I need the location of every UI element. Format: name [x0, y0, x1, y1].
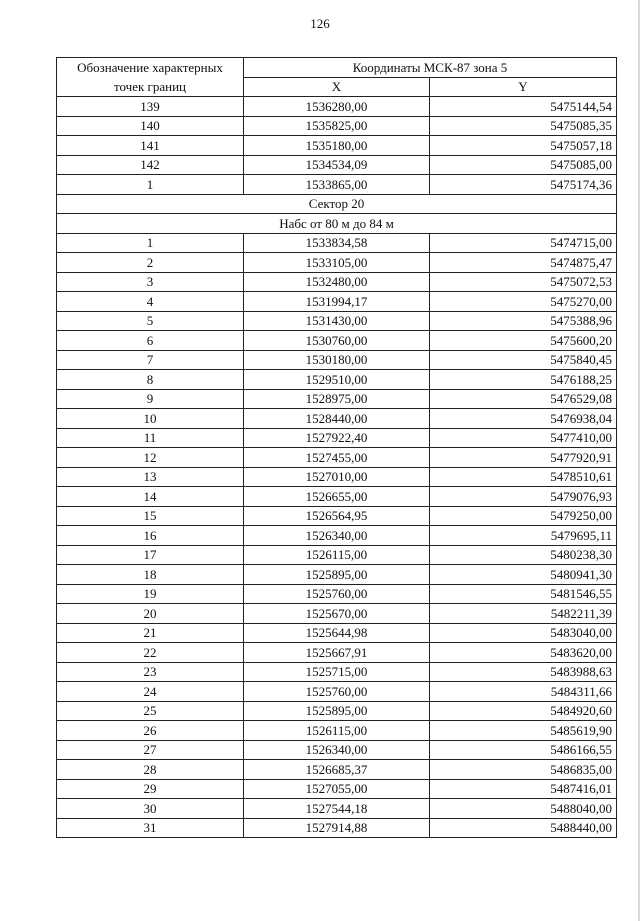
point-label: 142	[57, 155, 244, 175]
table-row	[57, 584, 617, 604]
y-coordinate: 5474875,47	[430, 253, 617, 273]
table-row	[57, 428, 617, 448]
header-row	[57, 58, 617, 78]
point-label: 21	[57, 623, 244, 643]
table-row	[57, 662, 617, 682]
y-coordinate: 5475600,20	[430, 331, 617, 351]
point-label: 18	[57, 565, 244, 585]
point-label: 7	[57, 350, 244, 370]
point-label: 3	[57, 272, 244, 292]
x-coordinate: 1525895,00	[244, 701, 430, 721]
y-coordinate: 5475057,18	[430, 136, 617, 156]
point-label: 26	[57, 721, 244, 741]
x-coordinate: 1525670,00	[244, 604, 430, 624]
point-label: 9	[57, 389, 244, 409]
point-label: 23	[57, 662, 244, 682]
table-row	[57, 272, 617, 292]
sector-title: Сектор 20	[57, 194, 617, 214]
x-coordinate: 1535825,00	[244, 116, 430, 136]
y-coordinate: 5479076,93	[430, 487, 617, 507]
x-coordinate: 1525895,00	[244, 565, 430, 585]
point-label: 15	[57, 506, 244, 526]
point-label: 16	[57, 526, 244, 546]
y-coordinate: 5475085,00	[430, 155, 617, 175]
y-coordinate: 5475085,35	[430, 116, 617, 136]
point-designation-header	[57, 58, 244, 97]
x-coordinate: 1534534,09	[244, 155, 430, 175]
table-row	[57, 448, 617, 468]
y-coordinate: 5481546,55	[430, 584, 617, 604]
y-coordinate: 5484311,66	[430, 682, 617, 702]
point-label: 25	[57, 701, 244, 721]
table-row	[57, 545, 617, 565]
y-coordinate: 5475270,00	[430, 292, 617, 312]
table-row	[57, 506, 617, 526]
y-coordinate: 5474715,00	[430, 233, 617, 253]
table-row	[57, 175, 617, 195]
y-coordinate: 5475144,54	[430, 97, 617, 117]
y-coordinate: 5482211,39	[430, 604, 617, 624]
x-coordinate: 1525760,00	[244, 682, 430, 702]
x-coordinate: 1527455,00	[244, 448, 430, 468]
x-coordinate: 1526115,00	[244, 721, 430, 741]
x-column-header: X	[244, 77, 430, 97]
point-label: 19	[57, 584, 244, 604]
table-row	[57, 760, 617, 780]
x-coordinate: 1527010,00	[244, 467, 430, 487]
y-coordinate: 5488440,00	[430, 818, 617, 838]
table-row	[57, 292, 617, 312]
point-label: 13	[57, 467, 244, 487]
table-row	[57, 350, 617, 370]
y-coordinate: 5477410,00	[430, 428, 617, 448]
x-coordinate: 1533865,00	[244, 175, 430, 195]
x-coordinate: 1527055,00	[244, 779, 430, 799]
y-coordinate: 5479695,11	[430, 526, 617, 546]
point-label: 24	[57, 682, 244, 702]
y-coordinate: 5475388,96	[430, 311, 617, 331]
y-coordinate: 5483988,63	[430, 662, 617, 682]
y-coordinate: 5478510,61	[430, 467, 617, 487]
y-coordinate: 5486835,00	[430, 760, 617, 780]
y-column-header: Y	[430, 77, 617, 97]
coordinates-table	[56, 57, 617, 838]
table-row	[57, 97, 617, 117]
y-coordinate: 5479250,00	[430, 506, 617, 526]
y-coordinate: 5475072,53	[430, 272, 617, 292]
table-row	[57, 799, 617, 819]
table-row	[57, 643, 617, 663]
x-coordinate: 1525644,98	[244, 623, 430, 643]
point-label: 139	[57, 97, 244, 117]
coordinates-header: Координаты МСК-87 зона 5	[244, 58, 617, 78]
x-coordinate: 1536280,00	[244, 97, 430, 117]
y-coordinate: 5483620,00	[430, 643, 617, 663]
table-row	[57, 155, 617, 175]
table-row	[57, 779, 617, 799]
point-label: 12	[57, 448, 244, 468]
x-coordinate: 1526340,00	[244, 740, 430, 760]
table-row	[57, 604, 617, 624]
y-coordinate: 5480238,30	[430, 545, 617, 565]
table-row	[57, 467, 617, 487]
point-label: 27	[57, 740, 244, 760]
point-label: 28	[57, 760, 244, 780]
table-row	[57, 526, 617, 546]
x-coordinate: 1526655,00	[244, 487, 430, 507]
point-label: 1	[57, 233, 244, 253]
y-coordinate: 5487416,01	[430, 779, 617, 799]
table-row	[57, 311, 617, 331]
table-row	[57, 701, 617, 721]
table-row	[57, 233, 617, 253]
table-row	[57, 136, 617, 156]
point-label: 20	[57, 604, 244, 624]
point-label: 31	[57, 818, 244, 838]
point-label: 22	[57, 643, 244, 663]
point-label: 8	[57, 370, 244, 390]
y-coordinate: 5484920,60	[430, 701, 617, 721]
point-label: 4	[57, 292, 244, 312]
table-row	[57, 331, 617, 351]
sector-subtitle: Набс от 80 м до 84 м	[57, 214, 617, 234]
x-coordinate: 1525667,91	[244, 643, 430, 663]
x-coordinate: 1527544,18	[244, 799, 430, 819]
y-coordinate: 5488040,00	[430, 799, 617, 819]
table-row	[57, 565, 617, 585]
x-coordinate: 1529510,00	[244, 370, 430, 390]
x-coordinate: 1526340,00	[244, 526, 430, 546]
y-coordinate: 5485619,90	[430, 721, 617, 741]
table-row	[57, 409, 617, 429]
x-coordinate: 1533105,00	[244, 253, 430, 273]
table-row	[57, 487, 617, 507]
x-coordinate: 1526685,37	[244, 760, 430, 780]
table-row	[57, 389, 617, 409]
table-row	[57, 116, 617, 136]
y-coordinate: 5475840,45	[430, 350, 617, 370]
point-label: 140	[57, 116, 244, 136]
point-label: 17	[57, 545, 244, 565]
table-row	[57, 370, 617, 390]
y-coordinate: 5480941,30	[430, 565, 617, 585]
y-coordinate: 5477920,91	[430, 448, 617, 468]
point-label: 141	[57, 136, 244, 156]
x-coordinate: 1527922,40	[244, 428, 430, 448]
y-coordinate: 5476529,08	[430, 389, 617, 409]
y-coordinate: 5476188,25	[430, 370, 617, 390]
x-coordinate: 1525760,00	[244, 584, 430, 604]
x-coordinate: 1530760,00	[244, 331, 430, 351]
point-designation-header-line2: точек границ	[113, 79, 187, 94]
x-coordinate: 1535180,00	[244, 136, 430, 156]
y-coordinate: 5476938,04	[430, 409, 617, 429]
point-label: 5	[57, 311, 244, 331]
x-coordinate: 1528440,00	[244, 409, 430, 429]
point-label: 2	[57, 253, 244, 273]
sector-subtitle-row	[57, 214, 617, 234]
table-row	[57, 253, 617, 273]
point-label: 11	[57, 428, 244, 448]
x-coordinate: 1526115,00	[244, 545, 430, 565]
x-coordinate: 1531994,17	[244, 292, 430, 312]
table-row	[57, 682, 617, 702]
x-coordinate: 1533834,58	[244, 233, 430, 253]
x-coordinate: 1527914,88	[244, 818, 430, 838]
x-coordinate: 1528975,00	[244, 389, 430, 409]
y-coordinate: 5486166,55	[430, 740, 617, 760]
point-label: 29	[57, 779, 244, 799]
page-number: 126	[310, 16, 330, 31]
point-label: 6	[57, 331, 244, 351]
x-coordinate: 1532480,00	[244, 272, 430, 292]
table-row	[57, 818, 617, 838]
sector-title-row	[57, 194, 617, 214]
x-coordinate: 1530180,00	[244, 350, 430, 370]
table-row	[57, 740, 617, 760]
point-label: 30	[57, 799, 244, 819]
y-coordinate: 5475174,36	[430, 175, 617, 195]
table-row	[57, 721, 617, 741]
point-designation-header-line1: Обозначение характерных	[77, 60, 223, 75]
table-row	[57, 623, 617, 643]
x-coordinate: 1526564,95	[244, 506, 430, 526]
x-coordinate: 1525715,00	[244, 662, 430, 682]
x-coordinate: 1531430,00	[244, 311, 430, 331]
y-coordinate: 5483040,00	[430, 623, 617, 643]
point-label: 14	[57, 487, 244, 507]
point-label: 1	[57, 175, 244, 195]
point-label: 10	[57, 409, 244, 429]
